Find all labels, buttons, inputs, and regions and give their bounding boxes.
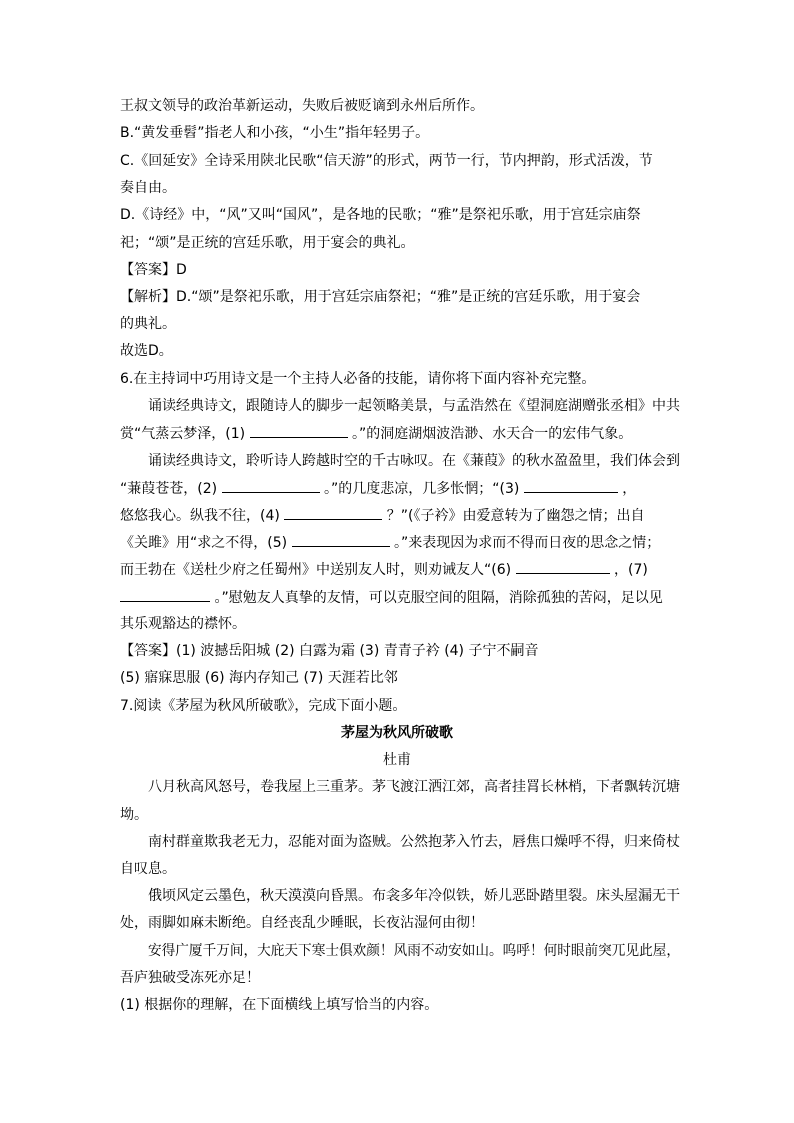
text-segment: 。”慰勉友人真挚的友情，可以克服空间的阻隔，消除孤独的苦闷，足以见 (214, 590, 663, 606)
text-segment: 赏“气蒸云梦泽，(1) (120, 426, 246, 442)
text-segment: 。”的几度悲凉，几多怅惘；“(3) (324, 481, 520, 497)
text-segment: ， (622, 481, 637, 497)
text-line: 祀；“颂”是正统的宫廷乐歌，用于宴会的典礼。 (120, 235, 415, 251)
text-line: B.“黄发垂髫”指老人和小孩，“小生”指年轻男子。 (120, 125, 430, 141)
text-line: 诵读经典诗文，聆听诗人跨越时空的千古咏叹。在《蒹葭》的秋水盈盈里，我们体会到 (148, 453, 680, 469)
text-line (120, 423, 632, 444)
poem-author: 杜甫 (383, 752, 411, 768)
text-line: 奏自由。 (120, 180, 176, 196)
text-line: 诵读经典诗文，跟随诗人的脚步一起领略美景，与孟浩然在《望洞庭湖赠张丞相》中共 (148, 398, 680, 414)
text-segment: 。”来表现因为求而不得而日夜的思念之情； (394, 535, 661, 551)
text-line: C.《回延安》全诗采用陕北民歌“信天游”的形式，两节一行，节内押韵，形式活泼，节 (120, 153, 653, 169)
text-segment: 。”的洞庭湖烟波浩渺、水天合一的宏伟气象。 (352, 426, 633, 442)
poem-line: 安得广厦千万间，大庇天下寒士俱欢颜！风雨不动安如山。呜呼！何时眼前突兀见此屋， (148, 943, 681, 959)
text-line: 其乐观豁达的襟怀。 (120, 616, 246, 632)
text-line (120, 559, 648, 580)
text-segment: 悠悠我心。纵我不往，(4) (120, 508, 280, 524)
text-line (120, 505, 644, 526)
text-line: 的典礼。 (120, 316, 176, 332)
answer-label: 【答案】D (120, 262, 187, 278)
analysis-line: 【解析】D.“颂”是祭祀乐歌，用于宫廷宗庙祭祀；“雅”是正统的宫廷乐歌，用于宴会 (120, 289, 641, 305)
poem-line: 坳。 (120, 807, 148, 823)
text-segment: “蒹葭苍苍，(2) (120, 481, 218, 497)
text-line (120, 587, 663, 608)
poem-line: 俄顷风定云墨色，秋天漠漠向昏黑。布衾多年冷似铁，娇儿恶卧踏里裂。床头屋漏无干 (148, 888, 680, 904)
blank-3[interactable] (524, 478, 618, 493)
blank-4[interactable] (284, 505, 382, 520)
poem-line: 处，雨脚如麻未断绝。自经丧乱少睡眠，长夜沾湿何由彻！ (120, 915, 484, 931)
text-segment: 而王勃在《送杜少府之任蜀州》中送别友人时，则劝诫友人“(6) (120, 562, 512, 578)
sub-question-1: (1) 根据你的理解，在下面横线上填写恰当的内容。 (120, 997, 439, 1013)
text-segment: ，(7) (614, 562, 648, 578)
poem-line: 自叹息。 (120, 861, 176, 877)
poem-line: 南村群童欺我老无力，忍能对面为盗贼。公然抱茅入竹去，唇焦口燥呼不得，归来倚杖 (148, 834, 680, 850)
poem-title: 茅屋为秋风所破歌 (341, 725, 453, 741)
text-line (120, 532, 660, 553)
blank-2[interactable] (222, 478, 320, 493)
text-line: 故选D。 (120, 343, 173, 359)
poem-line: 八月秋高风怒号，卷我屋上三重茅。茅飞渡江洒江郊，高者挂罥长林梢，下者飘转沉塘 (148, 779, 680, 795)
poem-line: 吾庐独破受冻死亦足！ (120, 970, 260, 986)
text-segment: 《关雎》用“求之不得，(5) (120, 535, 288, 551)
blank-6[interactable] (516, 559, 610, 574)
blank-7[interactable] (120, 587, 210, 602)
question-7-title: 7.阅读《茅屋为秋风所破歌》，完成下面小题。 (120, 698, 407, 714)
blank-5[interactable] (292, 532, 390, 547)
text-segment: ？”(《子衿》由爱意转为了幽怨之情；出自 (386, 508, 645, 524)
text-line (120, 478, 636, 499)
text-line: 王叔文领导的政治革新运动，失败后被贬谪到永州后所作。 (120, 98, 484, 114)
text-line: D.《诗经》中，“风”又叫“国风”，是各地的民歌；“雅”是祭祀乐歌，用于宫廷宗庙祭 (120, 207, 641, 223)
blank-1[interactable] (250, 423, 348, 438)
answer-line: 【答案】(1) 波撼岳阳城 (2) 白露为霜 (3) 青青子衿 (4) 子宁不嗣音 (120, 643, 539, 659)
question-6-title: 6.在主持词中巧用诗文是一个主持人必备的技能，请你将下面内容补充完整。 (120, 371, 596, 387)
answer-line: (5) 寤寐思服 (6) 海内存知己 (7) 天涯若比邻 (120, 670, 398, 686)
